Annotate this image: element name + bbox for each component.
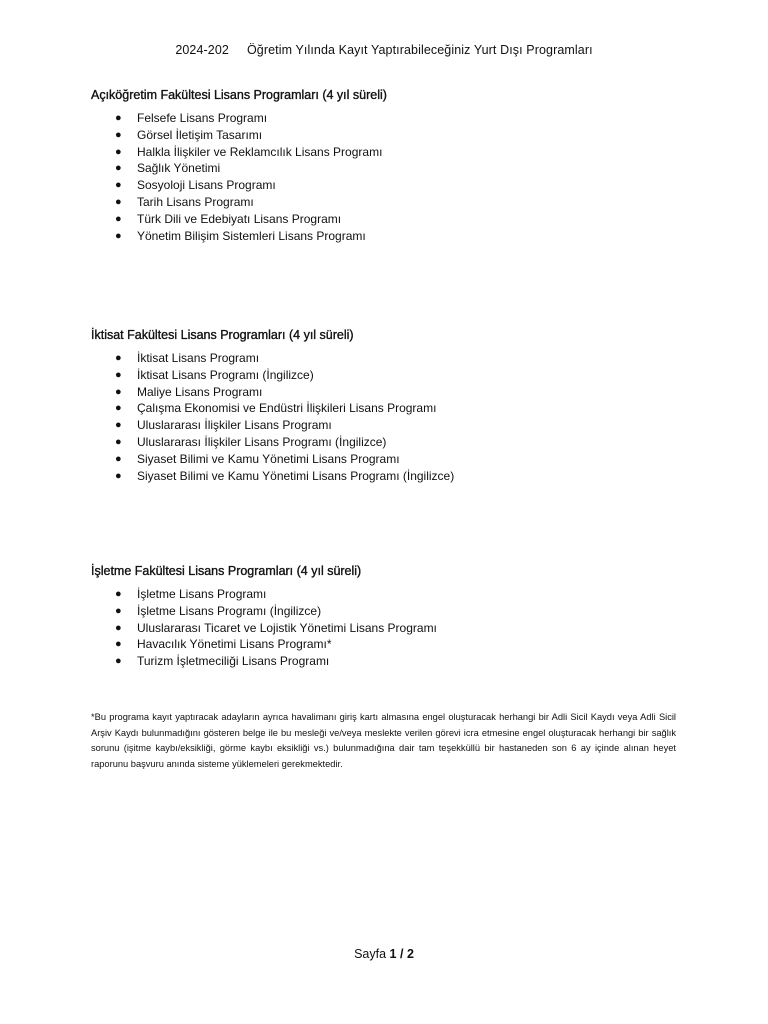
list-item: ● Tarih Lisans Programı bbox=[115, 194, 254, 209]
bullet-icon: ● bbox=[115, 145, 122, 158]
list-item: ● Uluslararası İlişkiler Lisans Programı (İngilizce) bbox=[115, 434, 387, 449]
bullet-icon: ● bbox=[115, 385, 122, 398]
bullet-icon: ● bbox=[115, 229, 122, 242]
page-total: 2 bbox=[406, 947, 414, 961]
bullet-icon: ● bbox=[115, 469, 122, 482]
program-list bbox=[91, 110, 691, 244]
list-item: ● Yönetim Bilişim Sistemleri Lisans Programı bbox=[115, 228, 366, 243]
bullet-icon: ● bbox=[115, 368, 122, 381]
section-title: İşletme Fakültesi Lisans Programları (4 yıl süreli) bbox=[91, 564, 362, 578]
bullet-icon: ● bbox=[115, 588, 122, 600]
page-number bbox=[0, 947, 768, 961]
bullet-icon: ● bbox=[115, 128, 122, 141]
list-item: ● Türk Dili ve Edebiyatı Lisans Programı bbox=[115, 211, 342, 226]
title-year: 2024-202 bbox=[175, 43, 229, 57]
list-item: ● Siyaset Bilimi ve Kamu Yönetimi Lisans Programı bbox=[115, 451, 400, 466]
list-item: ● Felsefe Lisans Programı bbox=[115, 111, 268, 125]
list-item: ● İktisat Lisans Programı bbox=[115, 351, 260, 365]
bullet-icon: ● bbox=[115, 212, 122, 225]
list-item: ● Siyaset Bilimi ve Kamu Yönetimi Lisans Programı (İngilizce) bbox=[115, 468, 455, 483]
bullet-icon: ● bbox=[115, 604, 122, 617]
section-isletme bbox=[91, 564, 691, 670]
bullet-icon: ● bbox=[115, 452, 122, 465]
list-item: ● İktisat Lisans Programı (İngilizce) bbox=[115, 367, 314, 382]
section-title: Açıköğretim Fakültesi Lisans Programları (4 yıl süreli) bbox=[91, 88, 387, 102]
program-list bbox=[91, 350, 691, 484]
bullet-icon: ● bbox=[115, 655, 122, 668]
list-item: ● Havacılık Yönetimi Lisans Programı* bbox=[115, 637, 332, 652]
bullet-icon: ● bbox=[115, 621, 122, 634]
list-item: ● Görsel İletişim Tasarımı bbox=[115, 127, 263, 142]
page-current: 1 bbox=[389, 947, 397, 961]
title-text: Öğretim Yılında Kayıt Yaptırabileceğiniz Yurt Dışı Programları bbox=[246, 43, 593, 57]
list-item: ● Çalışma Ekonomisi ve Endüstri İlişkileri Lisans Programı bbox=[115, 401, 437, 416]
bullet-icon: ● bbox=[115, 419, 122, 432]
list-item: ● Uluslararası Ticaret ve Lojistik Yönetimi Lisans Programı bbox=[115, 620, 437, 635]
list-item: ● Turizm İşletmeciliği Lisans Programı bbox=[115, 654, 330, 669]
list-item: ● Halkla İlişkiler ve Reklamcılık Lisans Programı bbox=[115, 144, 383, 159]
list-item: ● İşletme Lisans Programı (İngilizce) bbox=[115, 603, 322, 618]
list-item: ● Uluslararası İlişkiler Lisans Programı bbox=[115, 418, 332, 433]
bullet-icon: ● bbox=[115, 162, 122, 175]
list-item: ● İşletme Lisans Programı bbox=[115, 587, 267, 601]
bullet-icon: ● bbox=[115, 112, 122, 124]
program-list bbox=[91, 586, 691, 670]
footnote-text: *Bu programa kayıt yaptıracak adayların ayrıca havalimanı giriş kartı almasına engel oluşturacak herhangi bir Adli Sicil Kaydı veya Adli Sicil Arşiv Kaydı bulunmadığını gösteren belge ile bu mesleği ve/veya meslekte verilen görevi icra etmesine engel oluşturacak herhangi bir sağlık sorunu (işitme kaybı/eksikliği, görme kaybı eksikliği vs.) bulunmadığına dair tam teşekküllü bir hastaneden son 6 ay içinde alınan heyet raporunu başvuru anında sisteme yüklemeleri gerekmektedir. bbox=[91, 712, 676, 769]
bullet-icon: ● bbox=[115, 195, 122, 208]
bullet-icon: ● bbox=[115, 352, 122, 364]
bullet-icon: ● bbox=[115, 402, 122, 415]
page-label: Sayfa bbox=[354, 947, 387, 961]
page-separator: / bbox=[399, 947, 404, 961]
list-item: ● Sosyoloji Lisans Programı bbox=[115, 178, 276, 193]
section-title: İktisat Fakültesi Lisans Programları (4 yıl süreli) bbox=[91, 328, 354, 342]
document-title bbox=[0, 43, 768, 57]
list-item: ● Sağlık Yönetimi bbox=[115, 161, 221, 176]
bullet-icon: ● bbox=[115, 435, 122, 448]
section-acikogretim bbox=[91, 88, 691, 244]
bullet-icon: ● bbox=[115, 179, 122, 192]
bullet-icon: ● bbox=[115, 638, 122, 651]
list-item: ● Maliye Lisans Programı bbox=[115, 384, 263, 399]
section-iktisat bbox=[91, 328, 691, 484]
